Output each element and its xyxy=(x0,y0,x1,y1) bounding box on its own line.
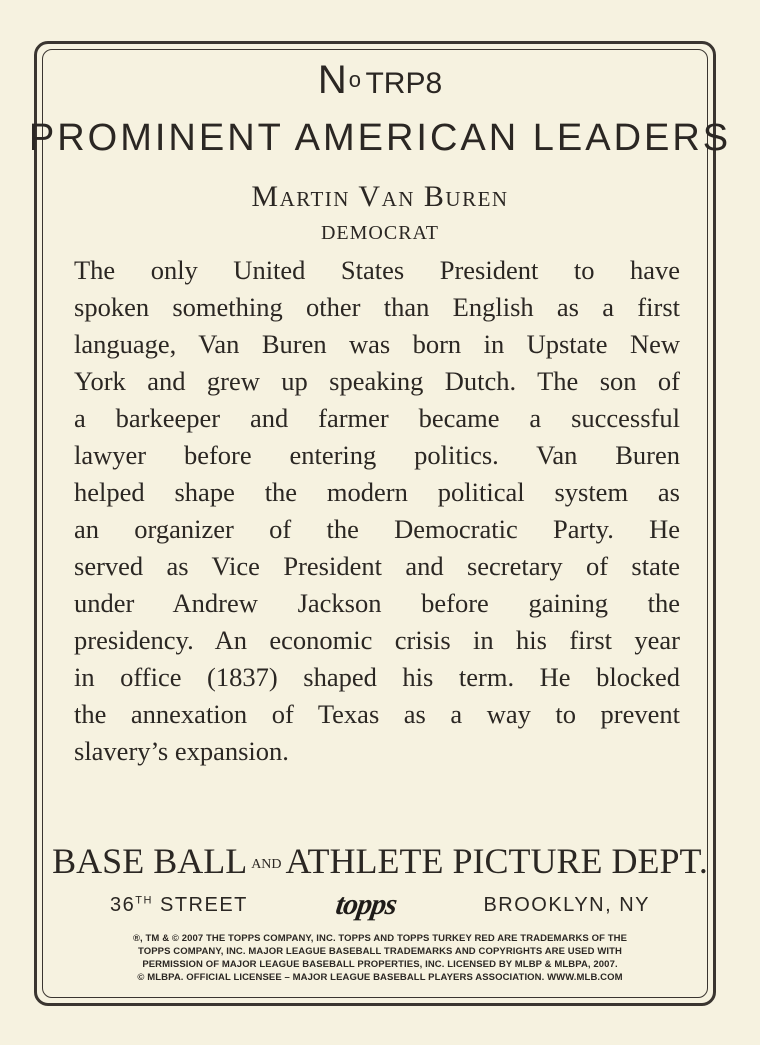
dept-and: AND xyxy=(251,856,282,872)
legal-line: PERMISSION OF MAJOR LEAGUE BASEBALL PROPERTIES, INC. LICENSED BY MLBP & MLBPA, 2007. xyxy=(142,959,618,970)
address-row xyxy=(110,888,650,924)
player-name: Martin Van Buren xyxy=(251,180,509,213)
bio-line: language, Van Buren was born in Upstate New xyxy=(74,329,680,359)
bio-line: helped shape the modern political system as xyxy=(74,477,680,507)
bio-text xyxy=(74,252,680,770)
bio-line: slavery’s expansion. xyxy=(74,736,289,766)
bio-line: the annexation of Texas as a way to prevent xyxy=(74,699,680,729)
number-prefix: N xyxy=(317,58,348,102)
legal-line: TOPPS COMPANY, INC. MAJOR LEAGUE BASEBALL TRADEMARKS AND COPYRIGHTS ARE USED WITH xyxy=(137,946,622,957)
bio-line: presidency. An economic crisis in his first year xyxy=(74,625,680,655)
number-sup: o xyxy=(348,66,361,92)
bio-line: an organizer of the Democratic Party. He xyxy=(74,514,680,544)
bio-line: The only United States President to have xyxy=(74,255,680,285)
bio-line: in office (1837) shaped his term. He blocked xyxy=(74,662,680,692)
street-suffix: TH xyxy=(135,894,153,907)
party-label: DEMOCRAT xyxy=(320,222,439,244)
card-number xyxy=(0,58,760,103)
bio-line: York and grew up speaking Dutch. The son of xyxy=(74,366,680,396)
legal-line: ®, TM & © 2007 THE TOPPS COMPANY, INC. TOPPS AND TOPPS TURKEY RED ARE TRADEMARKS OF THE xyxy=(132,933,628,944)
bio-line: spoken something other than English as a first xyxy=(74,292,680,322)
street-name: STREET xyxy=(152,894,248,916)
street-address xyxy=(110,894,248,917)
dept-heading xyxy=(0,840,760,882)
legal-line: © MLBPA. OFFICIAL LICENSEE – MAJOR LEAGUE BASEBALL PLAYERS ASSOCIATION. WWW.MLB.COM xyxy=(137,972,623,983)
series-title: PROMINENT AMERICAN LEADERS xyxy=(28,117,732,159)
bio-line: a barkeeper and farmer became a successful xyxy=(74,403,680,433)
legal-text xyxy=(130,932,630,984)
topps-logo: topps xyxy=(333,888,399,921)
bio-line: under Andrew Jackson before gaining the xyxy=(74,588,680,618)
street-number: 36 xyxy=(110,894,136,916)
bio-line: lawyer before entering politics. Van Buren xyxy=(74,440,680,470)
dept-left: BASE BALL xyxy=(52,841,248,881)
number-code: TRP8 xyxy=(365,67,443,100)
bio-line: served as Vice President and secretary of state xyxy=(74,551,680,581)
dept-right: ATHLETE PICTURE DEPT. xyxy=(285,841,708,881)
city-label: BROOKLYN, NY xyxy=(483,894,650,916)
